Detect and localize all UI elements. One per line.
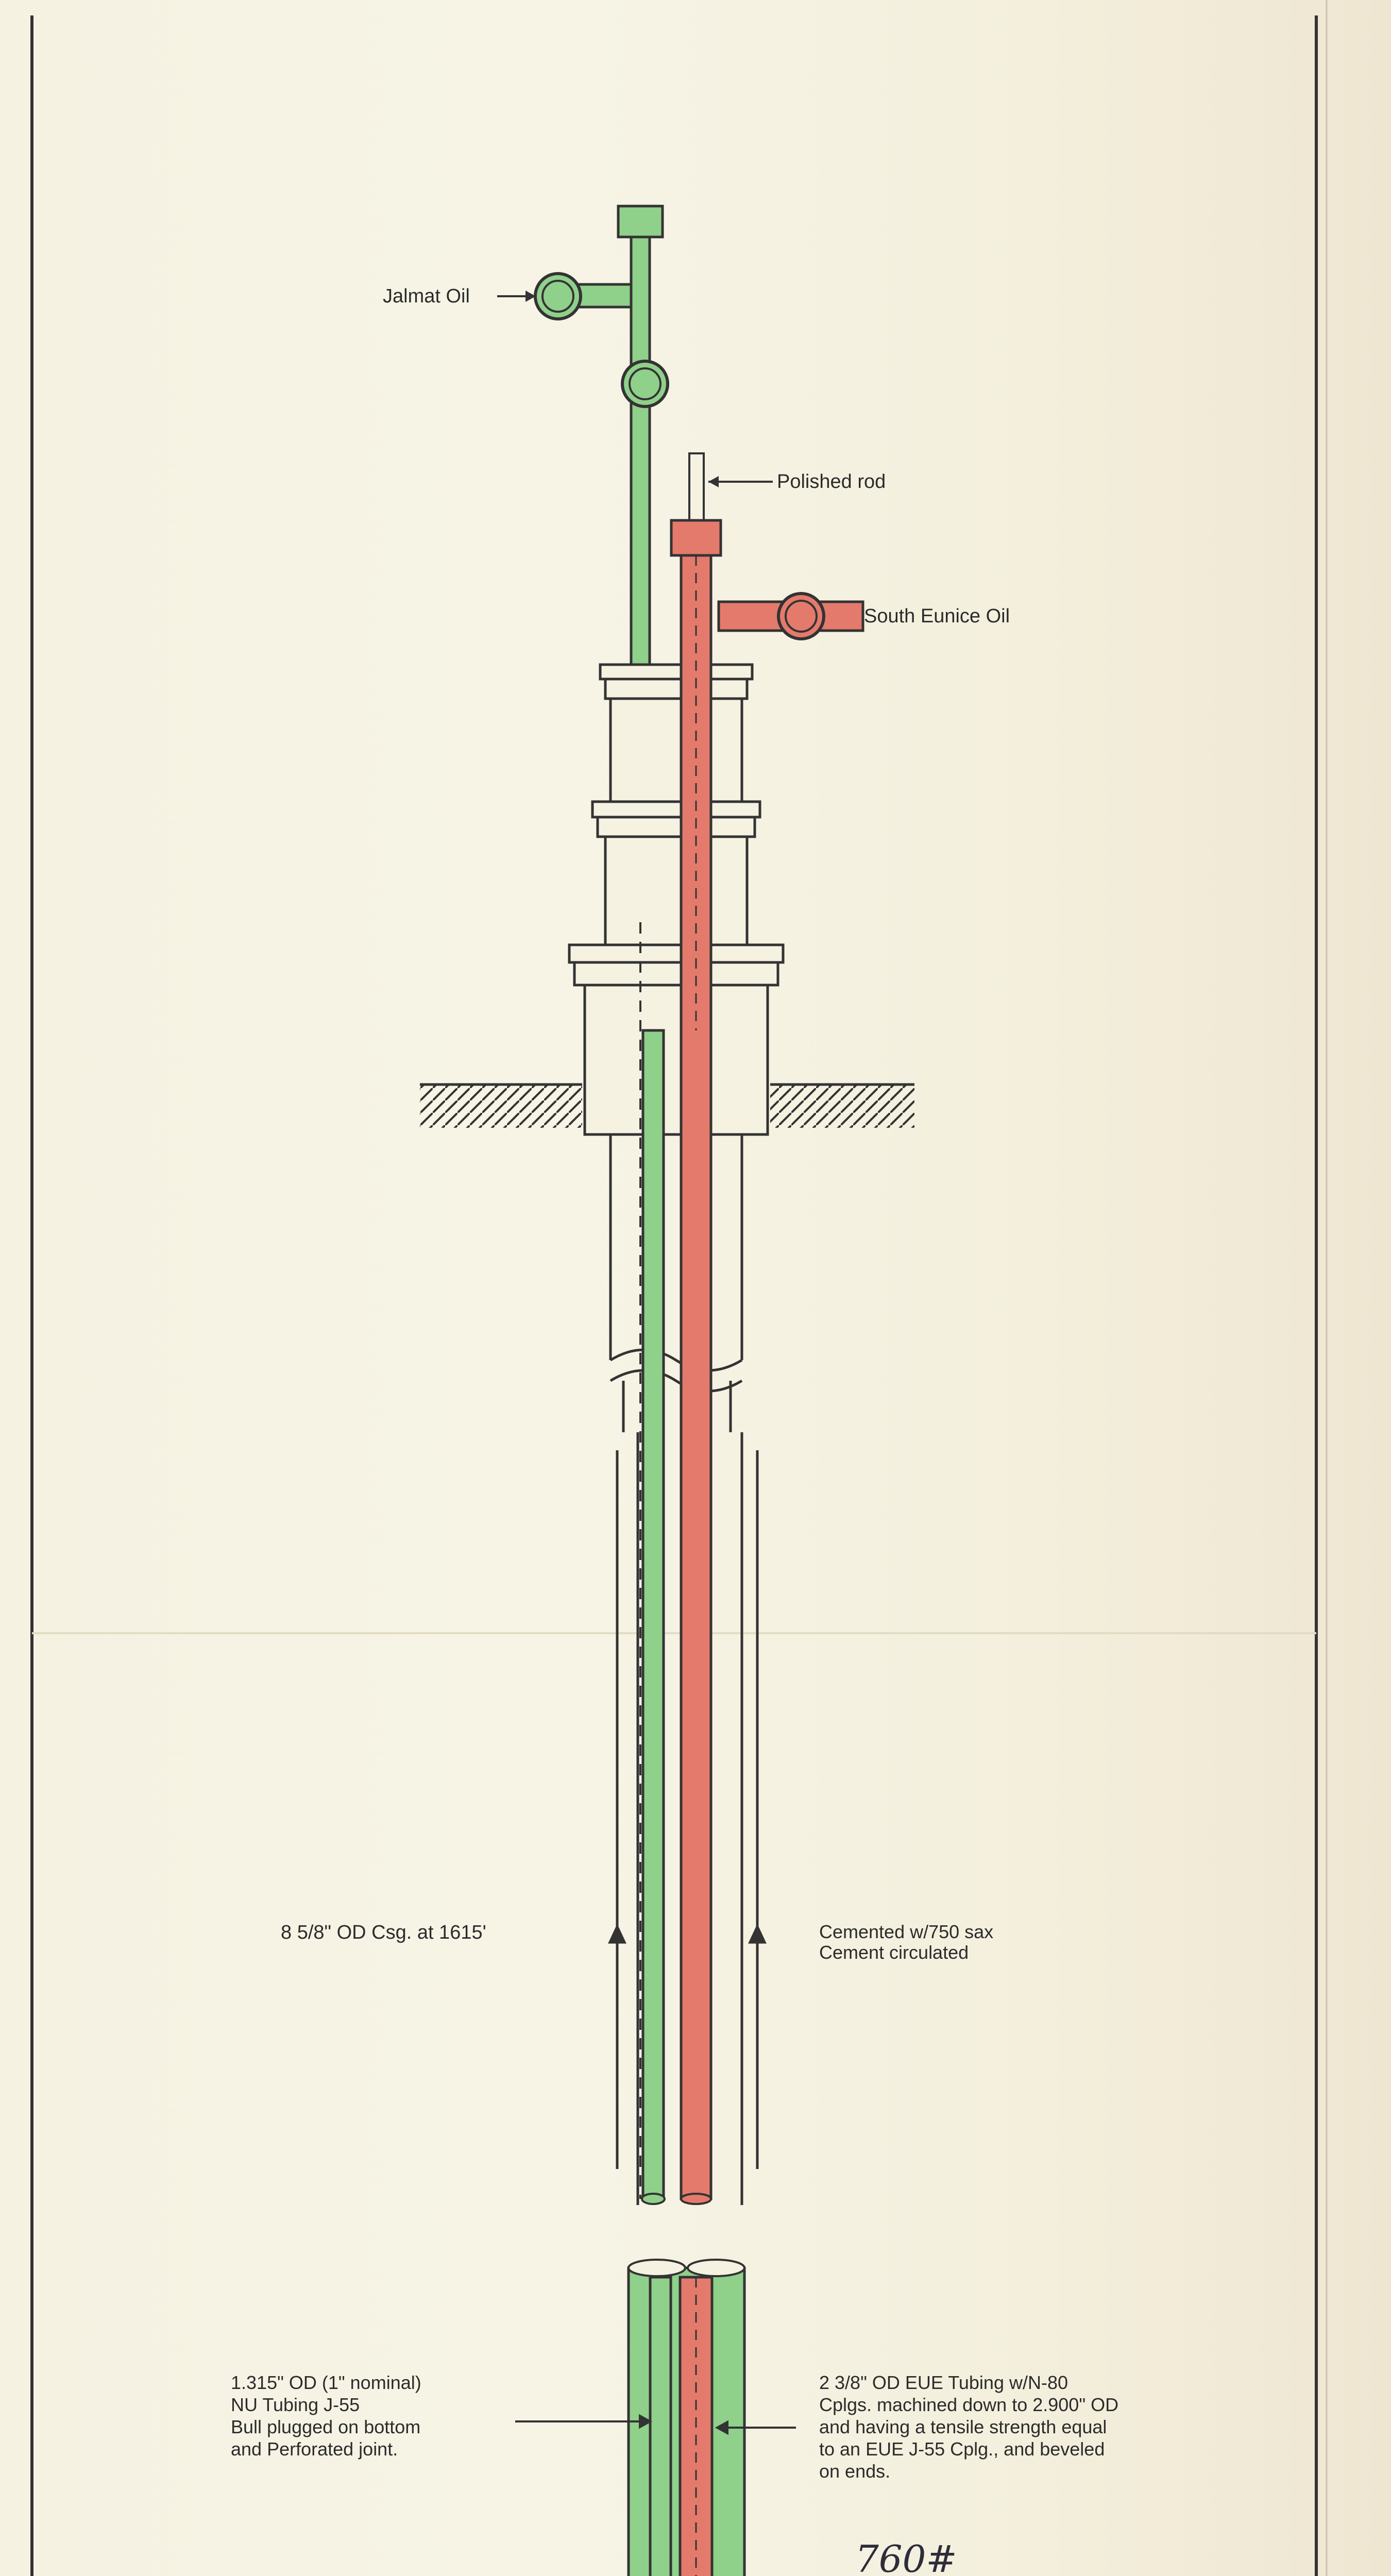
wellhead-assembly <box>569 665 783 1134</box>
eue-tubing-line-2: Cplgs. machined down to 2.900" OD <box>819 2394 1119 2415</box>
eue-tubing-line-4: to an EUE J-55 Cplg., and beveled <box>819 2438 1105 2460</box>
jalmat-oil-label: Jalmat Oil <box>383 285 470 307</box>
nu-tubing-lower <box>650 2277 671 2576</box>
nu-tubing-line-1: 1.315" OD (1" nominal) <box>231 2372 421 2393</box>
cement-circulated-label: Cement circulated <box>819 1942 969 1963</box>
eue-tubing-line-3: and having a tensile strength equal <box>819 2416 1107 2437</box>
leader-lines <box>410 2416 827 2576</box>
handwritten-760: 760# <box>855 2537 957 2576</box>
ground-surface-left <box>420 1084 582 1128</box>
nu-tubing-line-4: and Perforated joint. <box>231 2438 398 2460</box>
eue-tubing-line-1: 2 3/8" OD EUE Tubing w/N-80 <box>819 2372 1068 2393</box>
cement-sax-label: Cemented w/750 sax <box>819 1921 994 1942</box>
nu-tubing-line-3: Bull plugged on bottom <box>231 2416 421 2437</box>
south-eunice-oil-label: South Eunice Oil <box>864 605 1010 627</box>
ground-surface-right <box>770 1084 914 1128</box>
polished-rod-label: Polished rod <box>777 471 886 493</box>
surface-casing-label: 8 5/8" OD Csg. at 1615' <box>281 1922 486 1943</box>
eue-tubing-line-5: on ends. <box>819 2461 891 2482</box>
nu-tubing-upper <box>643 1030 664 2199</box>
nu-tubing-line-2: NU Tubing J-55 <box>231 2394 360 2415</box>
polished-rod <box>689 453 704 520</box>
